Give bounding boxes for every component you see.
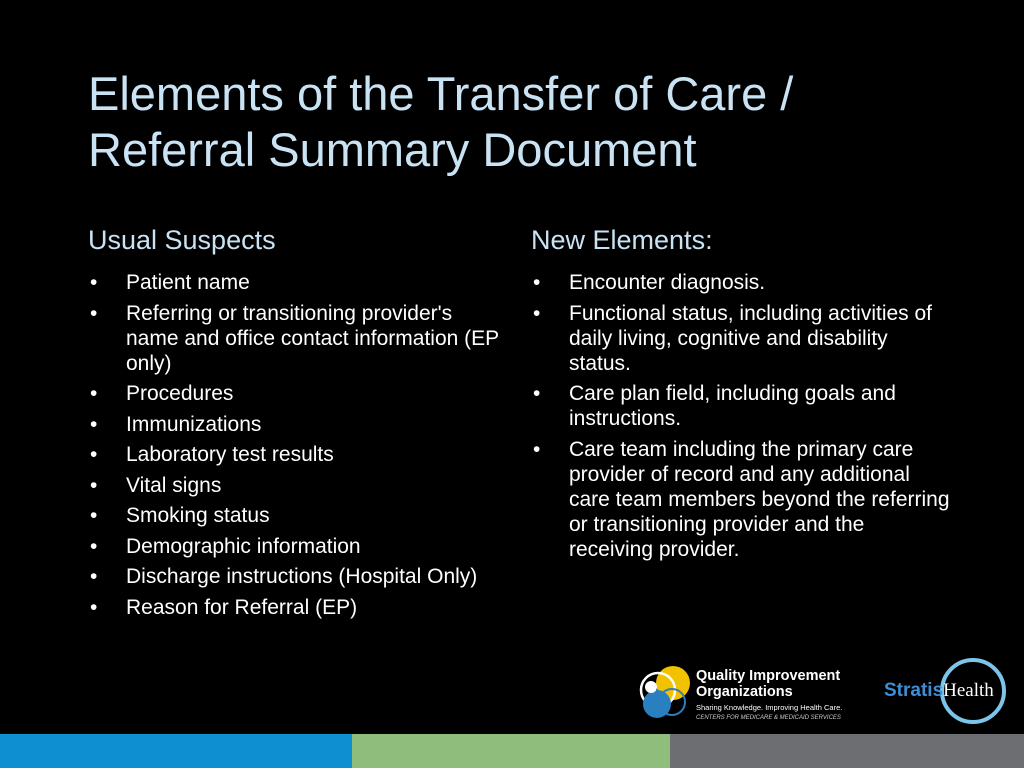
list-item: • Encounter diagnosis. — [531, 270, 951, 295]
footer-bar-blue — [0, 734, 352, 768]
list-item: • Demographic information — [88, 534, 508, 559]
qio-circles-icon — [636, 662, 694, 724]
list-item: • Discharge instructions (Hospital Only) — [88, 564, 508, 589]
left-column-heading: Usual Suspects — [88, 225, 276, 255]
qio-name: Quality Improvement Organizations — [696, 668, 841, 700]
list-item: • Functional status, including activities of daily living, cognitive and disability status. — [531, 301, 951, 376]
list-item: • Reason for Referral (EP) — [88, 595, 508, 620]
list-item: • Vital signs — [88, 473, 508, 498]
stratis-health-logo — [884, 656, 1012, 726]
left-column — [88, 224, 508, 625]
right-column — [531, 224, 951, 567]
qio-subline: CENTERS FOR MEDICARE & MEDICAID SERVICES — [696, 715, 841, 721]
right-column-heading: New Elements: — [531, 225, 713, 255]
list-item: • Immunizations — [88, 412, 508, 437]
list-item: • Laboratory test results — [88, 442, 508, 467]
slide-title: Elements of the Transfer of Care / Referral Summary Document — [88, 67, 794, 176]
list-item: • Care team including the primary care provider of record and any additional care team members beyond the referring or transitioning provider and the receiving provider. — [531, 437, 951, 562]
new-elements-list — [531, 270, 951, 562]
list-item: • Smoking status — [88, 503, 508, 528]
qio-logo — [636, 662, 866, 728]
list-item: • Patient name — [88, 270, 508, 295]
footer-bar-gray — [670, 734, 1024, 768]
list-item: • Referring or transitioning provider's name and office contact information (EP only) — [88, 301, 508, 376]
stratis-wordmark — [884, 680, 994, 702]
list-item: • Procedures — [88, 381, 508, 406]
usual-suspects-list — [88, 270, 508, 620]
list-item: • Care plan field, including goals and instructions. — [531, 381, 951, 431]
footer-bar-green — [352, 734, 670, 768]
stratis-wordmark-part1: Stratis — [884, 680, 944, 701]
qio-tagline: Sharing Knowledge. Improving Health Care. — [696, 703, 843, 712]
stratis-wordmark-part2: Health — [943, 680, 994, 701]
